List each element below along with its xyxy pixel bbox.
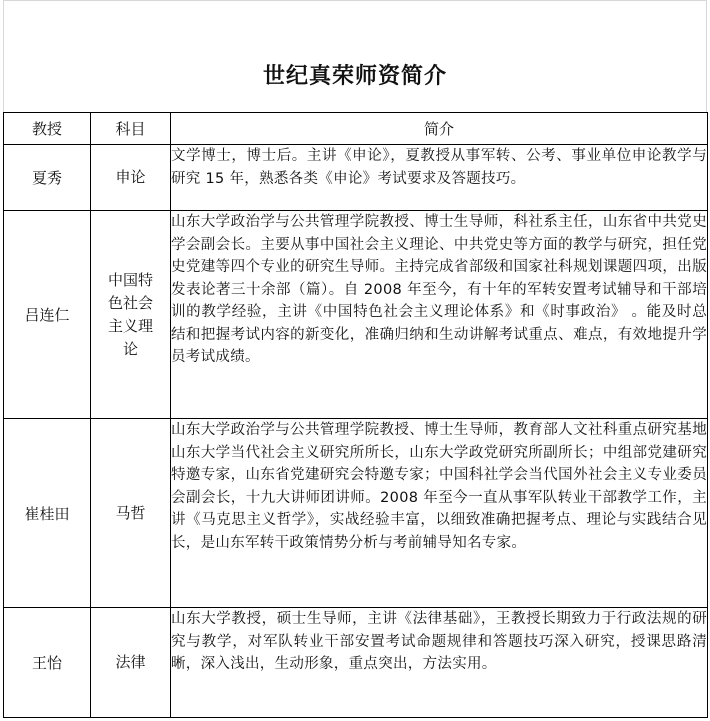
faculty-table (3, 112, 708, 718)
table-row (4, 145, 708, 211)
bio-cell: 山东大学教授，硕士生导师，主讲《法律基础》，王教授长期致力于行政法规的研究与教学，对军队转业干部安置考试命题规律和答题技巧深入研究，授课思路清晰，深入浅出，生动形象，重点突出，方法实用。 (171, 608, 708, 718)
subject-cell: 申论 (91, 145, 171, 211)
subject-cell: 法律 (91, 608, 171, 718)
professor-name: 夏秀 (4, 145, 91, 211)
bio-cell: 山东大学政治学与公共管理学院教授、博士生导师，教育部人文社科重点研究基地山东大学当代社会主义研究所所长，山东大学政党研究所副所长；中组部党建研究特邀专家，山东省党建研究会特邀专家；中国科社学会当代国外社会主义专业委员会副会长，十九大讲师团讲师。2008 年至今一直从事军队转业干部教学工作，主讲《马克思主义哲学》，实战经验丰富，以细致准确把握考点、理论与实践结合见长，是山东军转干政策情势分析与考前辅导知名专家。 (171, 419, 708, 608)
professor-name: 王怡 (4, 608, 91, 718)
professor-name: 吕连仁 (4, 211, 91, 419)
professor-name: 崔桂田 (4, 419, 91, 608)
bio-cell: 文学博士，博士后。主讲《申论》，夏教授从事军转、公考、事业单位申论教学与研究 15 年，熟悉各类《申论》考试要求及答题技巧。 (171, 145, 708, 211)
title-area (3, 0, 707, 113)
table-row (4, 211, 708, 419)
header-subject: 科目 (91, 113, 171, 145)
bio-cell: 山东大学政治学与公共管理学院教授、博士生导师，科社系主任，山东省中共党史学会副会长。主要从事中国社会主义理论、中共党史等方面的教学与研究，担任党史党建等四个专业的研究生导师。主持完成省部级和国家社科规划课题四项，出版发表论著三十余部（篇）。自 2008 年至今，有十年的军转安置考试辅导和干部培训的教学经验，主讲《中国特色社会主义理论体系》和《时事政治》 。能及时总结和把握考试内容的新变化，准确归纳和生动讲解考试重点、难点，有效地提升学员考试成绩。 (171, 211, 708, 419)
header-intro: 简介 (171, 113, 708, 145)
subject-cell: 马哲 (91, 419, 171, 608)
table-row (4, 419, 708, 608)
faculty-sheet (3, 0, 707, 720)
table-row (4, 608, 708, 718)
page-title: 世纪真荣师资简介 (262, 64, 447, 89)
subject-cell: 中国特色社会主义理论 (91, 211, 171, 419)
table-header-row (4, 113, 708, 145)
header-professor: 教授 (4, 113, 91, 145)
